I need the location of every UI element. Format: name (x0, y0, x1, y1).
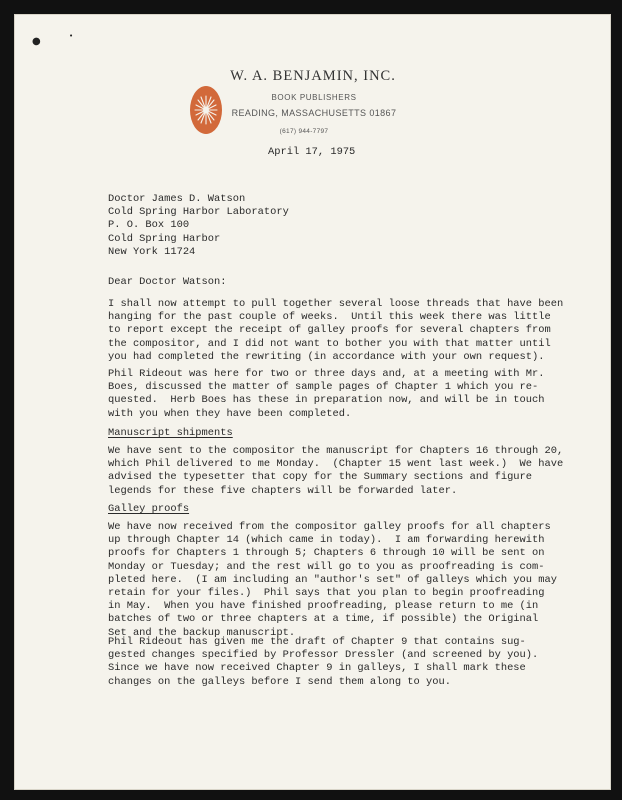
address-line: Cold Spring Harbor (108, 232, 221, 245)
address-line: Doctor James D. Watson (108, 193, 246, 205)
paragraph-5: Phil Rideout has given me the draft of Chapter 9 that contains sug- gested changes specified by Professor Dressler (and screened by you). Since we have now received Chapter 9 in galleys, I shall mark these changes on the galleys before I send them along to you. (108, 636, 539, 688)
paragraph-3: We have sent to the compositor the manuscript for Chapters 16 through 20, which Phil delivered to me Monday. (Chapter 15 went last week.) We have advised the typesetter that copy for the Summary sections and figure legends for these five chapters will be forwarded later. (108, 445, 564, 497)
recipient-address (108, 193, 289, 259)
ink-mark: ● (30, 34, 43, 49)
address-line: P. O. Box 100 (108, 219, 190, 232)
letterhead-phone: (617) 944-7797 (279, 128, 329, 135)
letter-date: April 17, 1975 (268, 146, 356, 158)
publisher-logo-icon (188, 84, 224, 136)
company-name: W. A. BENJAMIN, INC. (230, 68, 396, 84)
paragraph-4: We have now received from the compositor galley proofs for all chapters up through Chapter 14 (which came in today). I am forwarding herewith proofs for Chapters 1 through 5; Chapters 6 through 10 will be sent on Monday or Tuesday; and the rest will go to you as proofreading is com- pleted here. (I am including an "author's set" of galleys which you may retain for your files.) Phil says that you plan to begin proofreading in May. When you have finished proofreading, please return to me (in batches of two or three chapters at a time, if possible) the Original Set and the backup manuscript. (108, 521, 557, 639)
paragraph-1: I shall now attempt to pull together several loose threads that have been hanging for the past couple of weeks. Until this week there was little to report except the receipt of galley proofs for several chapters from the compositor, and I did not want to bother you with that matter until you had completed the rewriting (in accordance with your own request). (108, 298, 564, 363)
section-heading-galley: Galley proofs (108, 503, 190, 515)
ink-mark-small: • (69, 32, 74, 40)
salutation: Dear Doctor Watson: (108, 276, 227, 288)
letterhead-address: READING, MASSACHUSETTS 01867 (231, 108, 397, 118)
address-line: Cold Spring Harbor Laboratory (108, 206, 289, 219)
paragraph-2: Phil Rideout was here for two or three days and, at a meeting with Mr. Boes, discussed the matter of sample pages of Chapter 1 which you re- quested. Herb Boes has these in preparation now, and will be in touch with you when they have been completed. (108, 368, 545, 420)
section-heading-manuscript: Manuscript shipments (108, 427, 233, 439)
letterhead-tagline: BOOK PUBLISHERS (271, 93, 357, 102)
letter-page (14, 14, 611, 790)
address-line: New York 11724 (108, 245, 196, 258)
